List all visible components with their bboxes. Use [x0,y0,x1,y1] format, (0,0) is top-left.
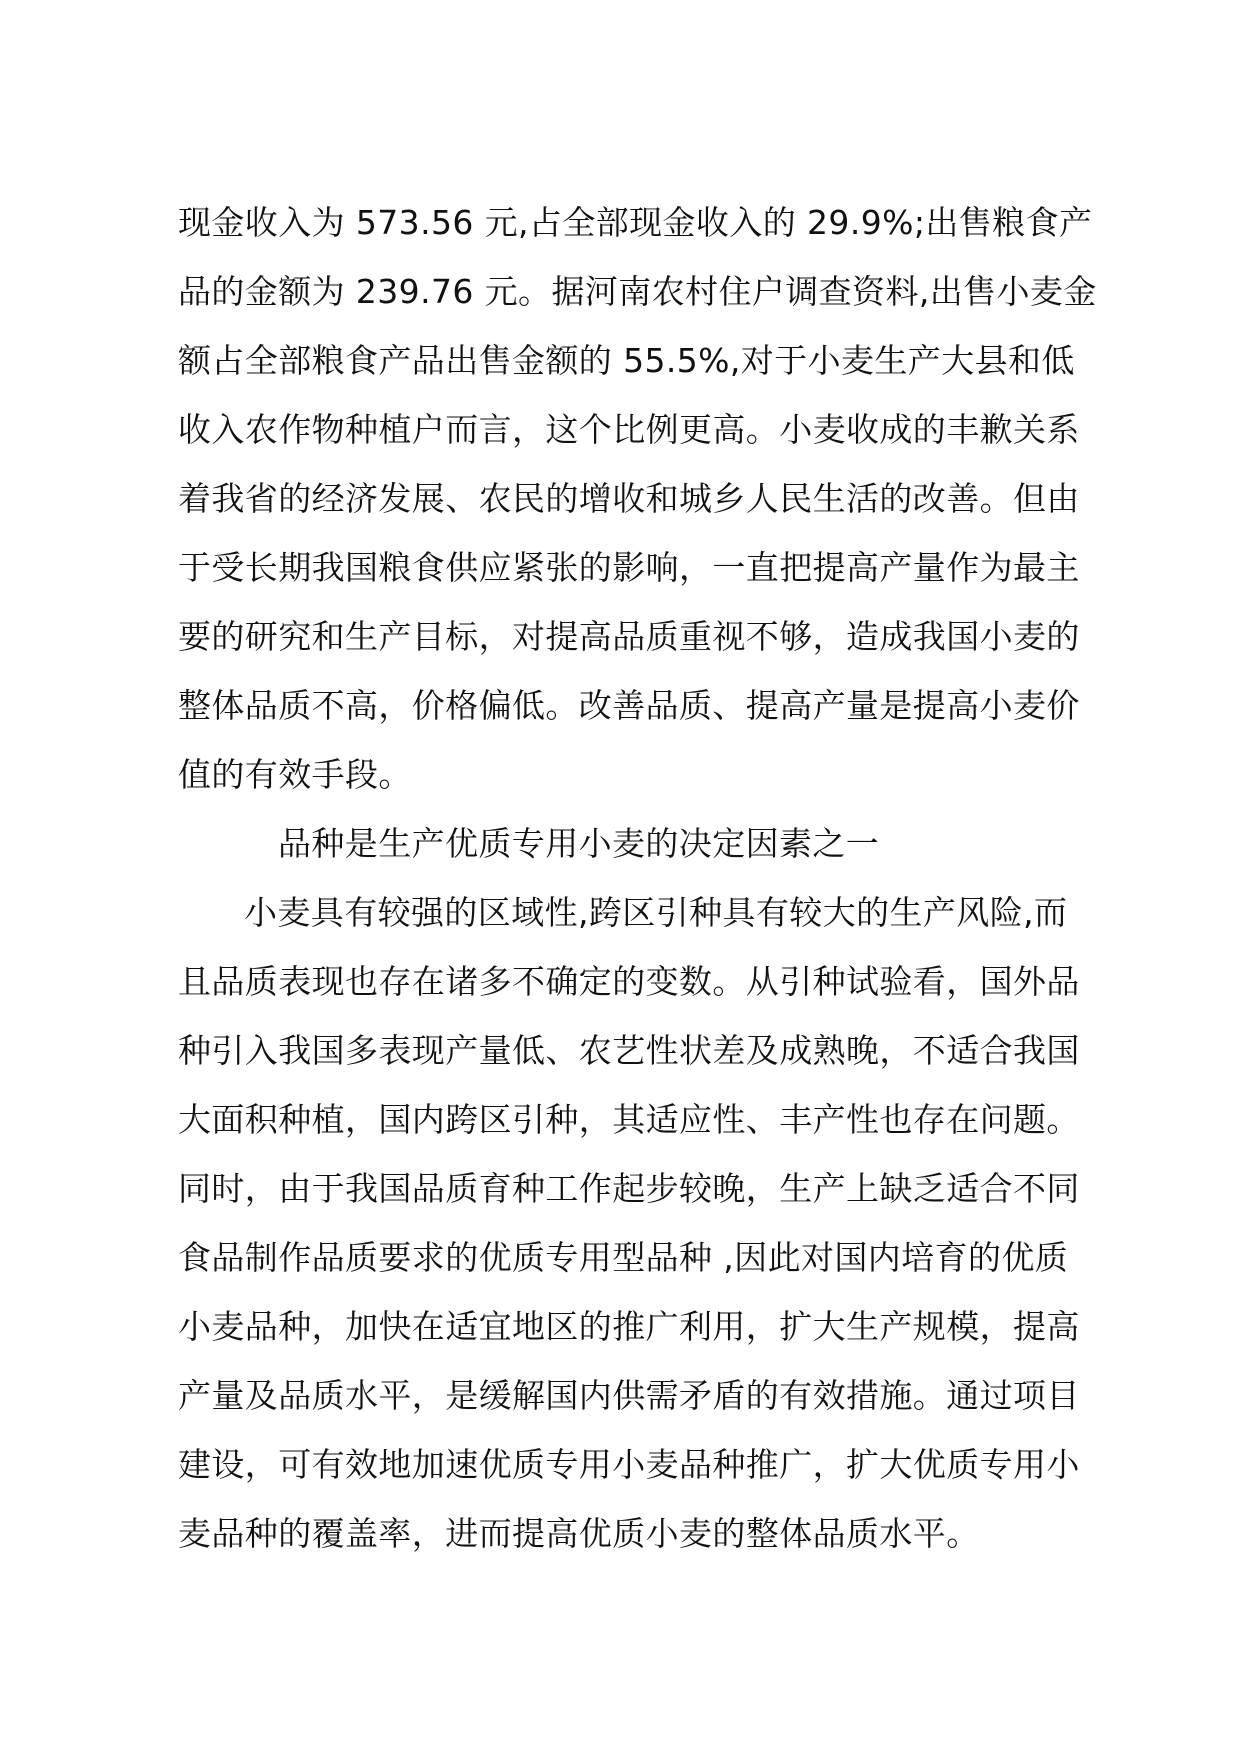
text-line: 收入农作物种植户而言，这个比例更高。小麦收成的丰歉关系 [178,410,1080,449]
text-line: 同时，由于我国品质育种工作起步较晚，生产上缺乏适合不同 [178,1169,1080,1208]
text-line: 要的研究和生产目标，对提高品质重视不够，造成我国小麦的 [178,617,1080,656]
text-line: 于受长期我国粮食供应紧张的影响，一直把提高产量作为最主 [178,548,1080,587]
text-line: 小麦具有较强的区域性,跨区引种具有较大的生产风险,而 [244,893,1068,932]
section-heading: 品种是生产优质专用小麦的决定因素之一 [278,824,880,863]
text-line: 现金收入为 573.56 元,占全部现金收入的 29.9%;出售粮食产 [178,203,1093,242]
text-line: 食品制作品质要求的优质专用型品种 ,因此对国内培育的优质 [178,1238,1069,1277]
text-line: 值的有效手段。 [178,755,412,794]
text-line: 种引入我国多表现产量低、农艺性状差及成熟晚，不适合我国 [178,1031,1080,1070]
text-line: 大面积种植，国内跨区引种，其适应性、丰产性也存在问题。 [178,1100,1080,1139]
text-line: 品的金额为 239.76 元。据河南农村住户调查资料,出售小麦金 [178,272,1097,311]
text-line: 麦品种的覆盖率，进而提高优质小麦的整体品质水平。 [178,1514,980,1553]
text-line: 整体品质不高，价格偏低。改善品质、提高产量是提高小麦价 [178,686,1080,725]
text-line: 小麦品种，加快在适宜地区的推广利用，扩大生产规模，提高 [178,1307,1080,1346]
paragraph-2 [178,878,1080,1568]
text-line: 着我省的经济发展、农民的增收和城乡人民生活的改善。但由 [178,479,1080,518]
text-line: 建设，可有效地加速优质专用小麦品种推广，扩大优质专用小 [178,1445,1080,1484]
text-line: 产量及品质水平，是缓解国内供需矛盾的有效措施。通过项目 [178,1376,1080,1415]
document-body [178,188,1097,1568]
text-line: 且品质表现也存在诸多不确定的变数。从引种试验看，国外品 [178,962,1080,1001]
text-line: 额占全部粮食产品出售金额的 55.5%,对于小麦生产大县和低 [178,341,1075,380]
paragraph-1 [178,188,1097,809]
